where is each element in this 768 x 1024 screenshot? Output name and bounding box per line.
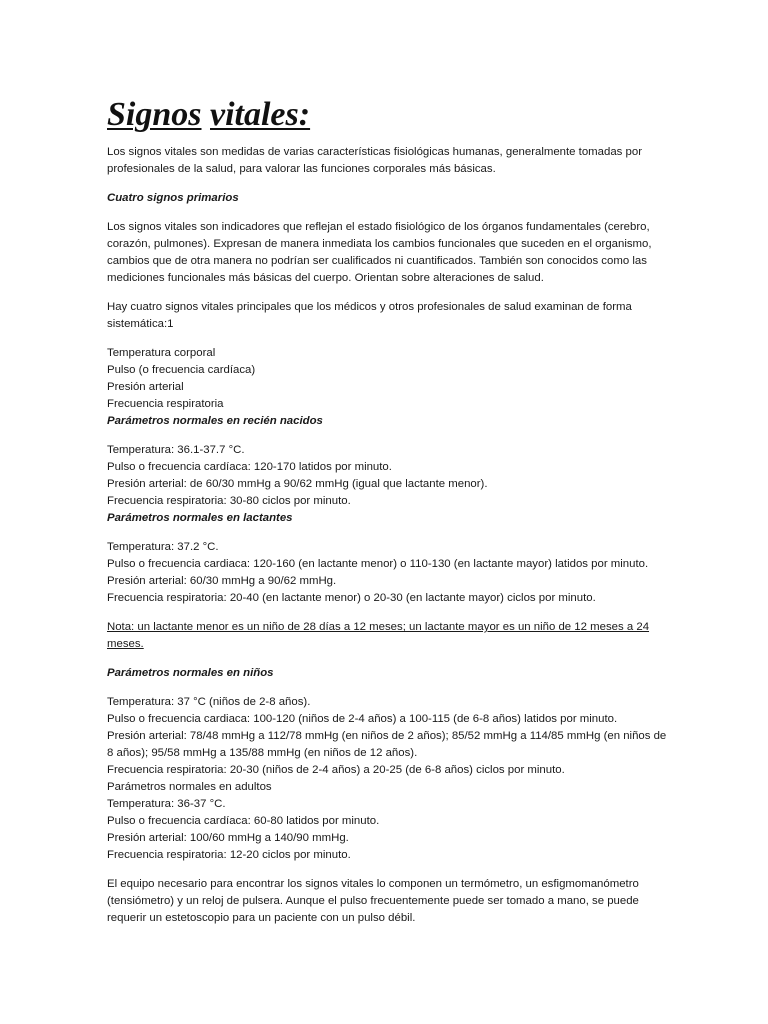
infant-note: Nota: un lactante menor es un niño de 28 días a 12 meses; un lactante mayor es un niño de 12 meses a 24 meses. — [107, 621, 650, 650]
infant-parameters — [107, 539, 668, 607]
list-item: Pulso (o frecuencia cardíaca) — [107, 364, 256, 376]
parameter-line: Frecuencia respiratoria: 20-30 (niños de 2-4 años) a 20-25 (de 6-8 años) ciclos por minuto. — [107, 764, 565, 776]
document-title — [107, 94, 668, 136]
children-parameters — [107, 694, 668, 864]
list-item: Presión arterial — [107, 381, 184, 393]
parameter-line: Temperatura: 37.2 °C. — [107, 541, 219, 553]
list-item: Temperatura corporal — [107, 347, 216, 359]
parameter-line: Presión arterial: de 60/30 mmHg a 90/62 mmHg (igual que lactante menor). — [107, 478, 488, 490]
parameter-line: Pulso o frecuencia cardíaca: 120-170 latidos por minuto. — [107, 461, 392, 473]
section-heading-newborn: Parámetros normales en recién nacidos — [107, 415, 323, 427]
section-heading-primary-signs: Cuatro signos primarios — [107, 192, 239, 204]
parameter-line: Pulso o frecuencia cardíaca: 60-80 latidos por minuto. — [107, 815, 380, 827]
section-heading-children: Parámetros normales en niños — [107, 667, 274, 679]
signs-list — [107, 345, 668, 430]
intro-paragraph: Los signos vitales son medidas de varias características fisiológicas humanas, generalmente tomadas por profesionales de la salud, para valorar las funciones corporales más básicas. — [107, 146, 642, 175]
list-item: Frecuencia respiratoria — [107, 398, 224, 410]
parameter-line: Presión arterial: 78/48 mmHg a 112/78 mmHg (en niños de 2 años); 85/52 mmHg a 114/85 mmHg (en niños de 8 años); 95/58 mmHg a 135/88 mmHg (en niños de 12 años). — [107, 730, 667, 759]
section-heading-adults: Parámetros normales en adultos — [107, 781, 272, 793]
parameter-line: Presión arterial: 100/60 mmHg a 140/90 mmHg. — [107, 832, 349, 844]
parameter-line: Pulso o frecuencia cardiaca: 120-160 (en lactante menor) o 110-130 (en lactante mayor) latidos por minuto. — [107, 558, 649, 570]
equipment-paragraph: El equipo necesario para encontrar los signos vitales lo componen un termómetro, un esfigmomanómetro (tensiómetro) y un reloj de pulsera. Aunque el pulso frecuentemente puede ser tomado a mano, se puede requerir un estetoscopio para un paciente con un pulso débil. — [107, 878, 639, 924]
parameter-line: Pulso o frecuencia cardiaca: 100-120 (niños de 2-4 años) a 100-115 (de 6-8 años) latidos por minuto. — [107, 713, 618, 725]
parameter-line: Frecuencia respiratoria: 30-80 ciclos por minuto. — [107, 495, 351, 507]
newborn-parameters — [107, 442, 668, 527]
parameter-line: Frecuencia respiratoria: 20-40 (en lactante menor) o 20-30 (en lactante mayor) ciclos por minuto. — [107, 592, 596, 604]
title-word-signos: Signos — [107, 96, 202, 133]
title-word-vitales: vitales: — [210, 96, 311, 133]
parameter-line: Temperatura: 36.1-37.7 °C. — [107, 444, 245, 456]
section-heading-infants: Parámetros normales en lactantes — [107, 512, 293, 524]
parameter-line: Temperatura: 37 °C (niños de 2-8 años). — [107, 696, 311, 708]
parameter-line: Temperatura: 36-37 °C. — [107, 798, 226, 810]
parameter-line: Presión arterial: 60/30 mmHg a 90/62 mmHg. — [107, 575, 337, 587]
four-signs-paragraph: Hay cuatro signos vitales principales que los médicos y otros profesionales de salud examinan de forma sistemática:1 — [107, 301, 632, 330]
indicators-paragraph: Los signos vitales son indicadores que reflejan el estado fisiológico de los órganos fundamentales (cerebro, corazón, pulmones). Expresan de manera inmediata los cambios funcionales que suceden en el organismo, cambios que de otra manera no podrían ser cualificados ni cuantificados. También son conocidos como las mediciones funcionales más básicas del cuerpo. Orientan sobre alteraciones de salud. — [107, 221, 652, 284]
parameter-line: Frecuencia respiratoria: 12-20 ciclos por minuto. — [107, 849, 351, 861]
